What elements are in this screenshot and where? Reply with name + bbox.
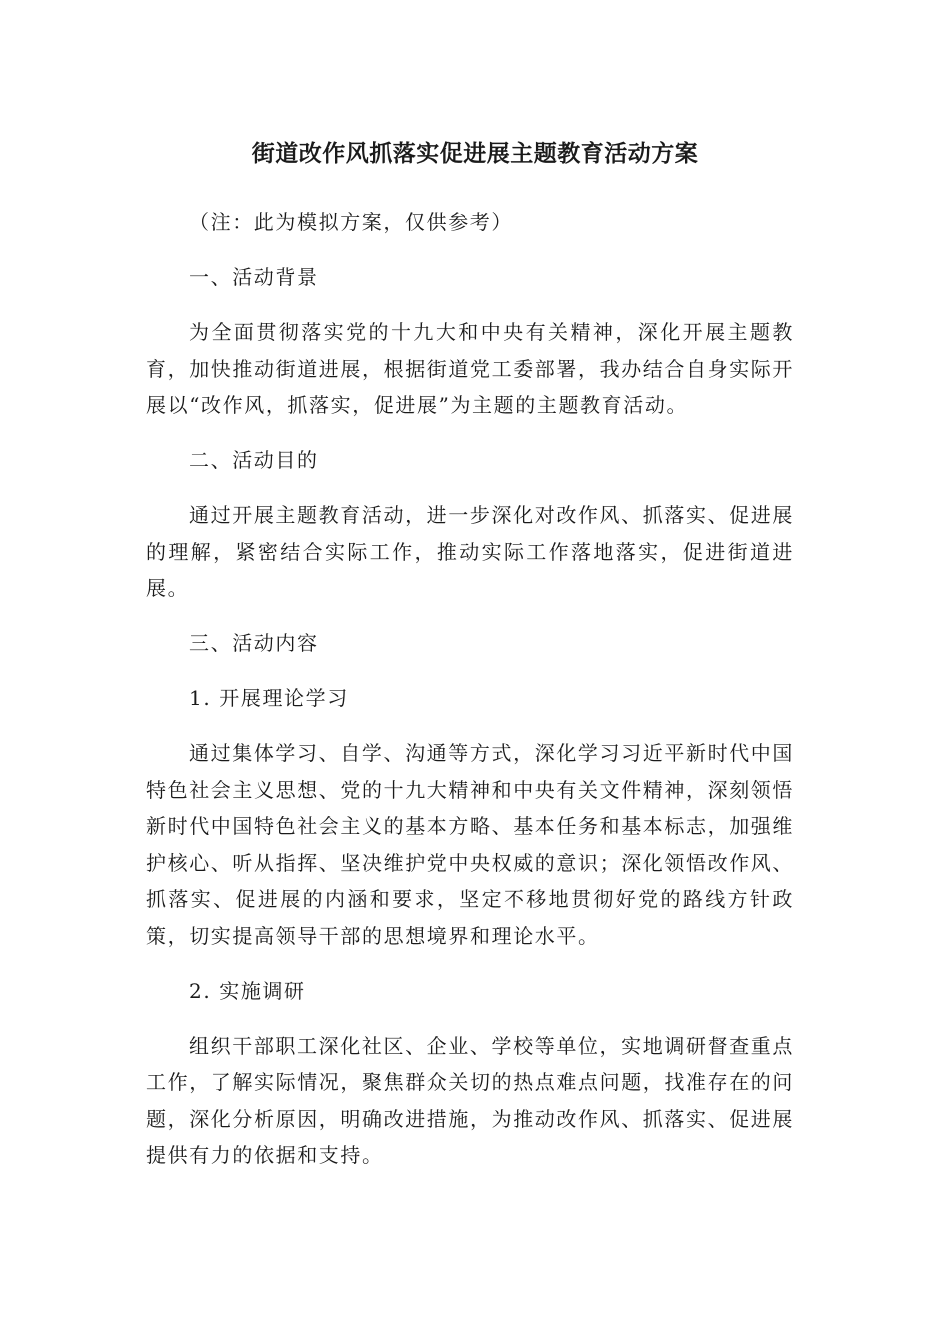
section-heading-purpose: 二、活动目的 [189,448,319,472]
section-paragraph-purpose: 通过开展主题教育活动，进一步深化对改作风、抓落实、促进展的理解，紧密结合实际工作，推动实际工作落地落实，促进街道进展。 [146,503,794,600]
document-title: 街道改作风抓落实促进展主题教育活动方案 [251,141,699,167]
section-paragraph-background: 为全面贯彻落实党的十九大和中央有关精神，深化开展主题教育，加快推动街道进展，根据街道党工委部署，我办结合自身实际开展以“改作风，抓落实，促进展”为主题的主题教育活动。 [146,320,794,417]
note-text: （注：此为模拟方案，仅供参考） [189,210,513,234]
section-heading-content: 三、活动内容 [189,631,319,655]
section-heading-background: 一、活动背景 [189,265,319,289]
subsection-heading-research: 2. 实施调研 [189,978,306,1003]
subsection-heading-theory-study: 1. 开展理论学习 [189,686,349,710]
document-body [146,204,794,1192]
subsection-paragraph-theory-study: 通过集体学习、自学、沟通等方式，深化学习习近平新时代中国特色社会主义思想、党的十九大精神和中央有关文件精神，深刻领悟新时代中国特色社会主义的基本方略、基本任务和基本标志，加强维护核心、听从指挥、坚决维护党中央权威的意识；深化领悟改作风、抓落实、促进展的内涵和要求，坚定不移地贯彻好党的路线方针政策，切实提高领导干部的思想境界和理论水平。 [146,741,794,948]
subsection-paragraph-research: 组织干部职工深化社区、企业、学校等单位，实地调研督查重点工作，了解实际情况，聚焦群众关切的热点难点问题，找准存在的问题，深化分析原因，明确改进措施，为推动改作风、抓落实、促进展提供有力的依据和支持。 [146,1033,794,1167]
